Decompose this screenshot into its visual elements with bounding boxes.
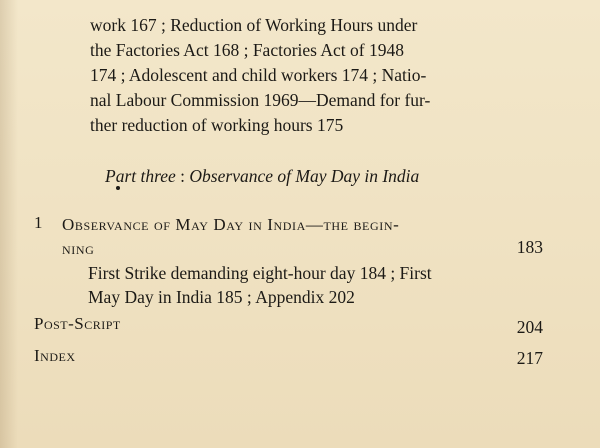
part-heading-separator: : [175,166,190,186]
part-heading-title: Observance of May Day in India [189,166,420,186]
chapter-description [88,261,498,309]
toc-continuation-block [90,13,490,138]
chapter-description-line: First Strike demanding eight-hour day 184 ; First [88,263,432,283]
toc-continuation-line: ther reduction of working hours 175 [90,115,344,135]
index-entry: Index [34,346,76,365]
toc-continuation-line: nal Labour Commission 1969—Demand for fur- [90,90,431,110]
chapter-number: 1 [34,213,43,232]
part-heading-prefix: Part three [105,166,176,186]
postscript-entry: Post-Script [34,314,121,333]
toc-continuation-line: 174 ; Adolescent and child workers 174 ; Natio- [90,65,427,85]
chapter-title [62,213,492,261]
page-edge-shadow [0,0,18,448]
toc-continuation-line: work 167 ; Reduction of Working Hours under [90,15,418,35]
index-page-number: 217 [516,348,543,368]
toc-continuation-line: the Factories Act 168 ; Factories Act of 1948 [90,40,404,60]
chapter-title-line: Observance of May Day in India—the begin- [62,215,400,234]
chapter-page-number: 183 [516,237,543,257]
chapter-title-line: ning [62,239,95,258]
chapter-description-line: May Day in India 185 ; Appendix 202 [88,287,355,307]
part-heading [105,166,419,187]
postscript-page-number: 204 [516,317,543,337]
ink-dot [116,186,120,190]
